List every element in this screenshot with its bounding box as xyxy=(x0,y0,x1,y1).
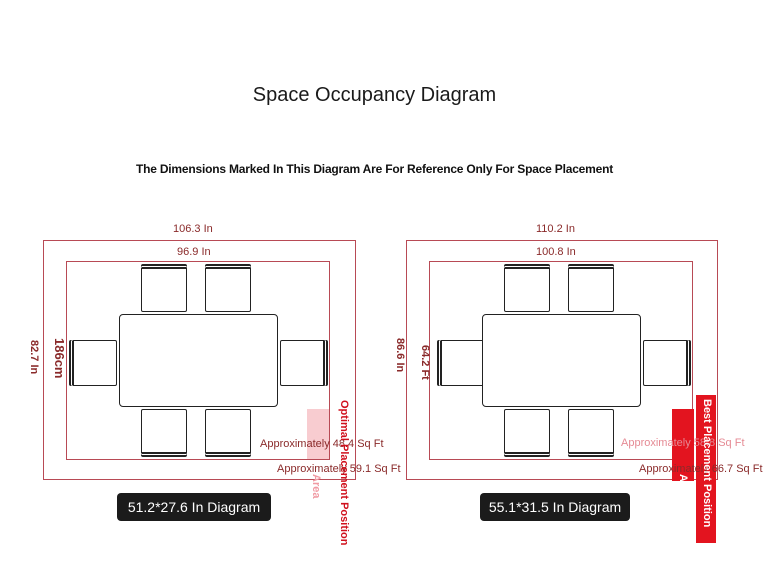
diagram-caption: 51.2*27.6 In Diagram xyxy=(117,493,271,521)
inner-height-label: 186cm xyxy=(52,338,67,379)
inner-width-label: 100.8 In xyxy=(536,246,576,258)
chair xyxy=(568,409,614,457)
diagram-caption: 55.1*31.5 In Diagram xyxy=(480,493,630,521)
inner-height-label: 64.2 Ft xyxy=(419,345,431,380)
placement-position-label: Optimal Placement Position xyxy=(338,400,350,546)
chair xyxy=(504,264,550,312)
chair xyxy=(437,340,485,386)
outer-width-label: 110.2 In xyxy=(536,223,575,235)
page-subtitle: The Dimensions Marked In This Diagram Are For Reference Only For Space Placement xyxy=(135,162,614,176)
chair xyxy=(568,264,614,312)
outer-height-label: 82.7 In xyxy=(28,340,40,375)
approx-outer-area: Approximately 66.7 Sq Ft xyxy=(639,463,763,475)
approx-inner-area: Approximately 48.4 Sq Ft xyxy=(260,438,384,450)
dining-table xyxy=(482,314,641,407)
approx-outer-area: Approximately 59.1 Sq Ft xyxy=(277,463,401,475)
area-label: Area xyxy=(677,474,689,499)
chair xyxy=(643,340,691,386)
area-label: Area xyxy=(310,474,322,499)
outer-height-label: 86.6 In xyxy=(394,338,406,373)
chair xyxy=(504,409,550,457)
inner-width-label: 96.9 In xyxy=(177,246,211,258)
placement-position-label: Best Placement Position xyxy=(701,399,713,528)
approx-inner-area: Approximately 58.8 Sq Ft xyxy=(621,437,745,449)
page-title: Space Occupancy Diagram xyxy=(252,84,497,106)
outer-width-label: 106.3 In xyxy=(173,223,213,235)
